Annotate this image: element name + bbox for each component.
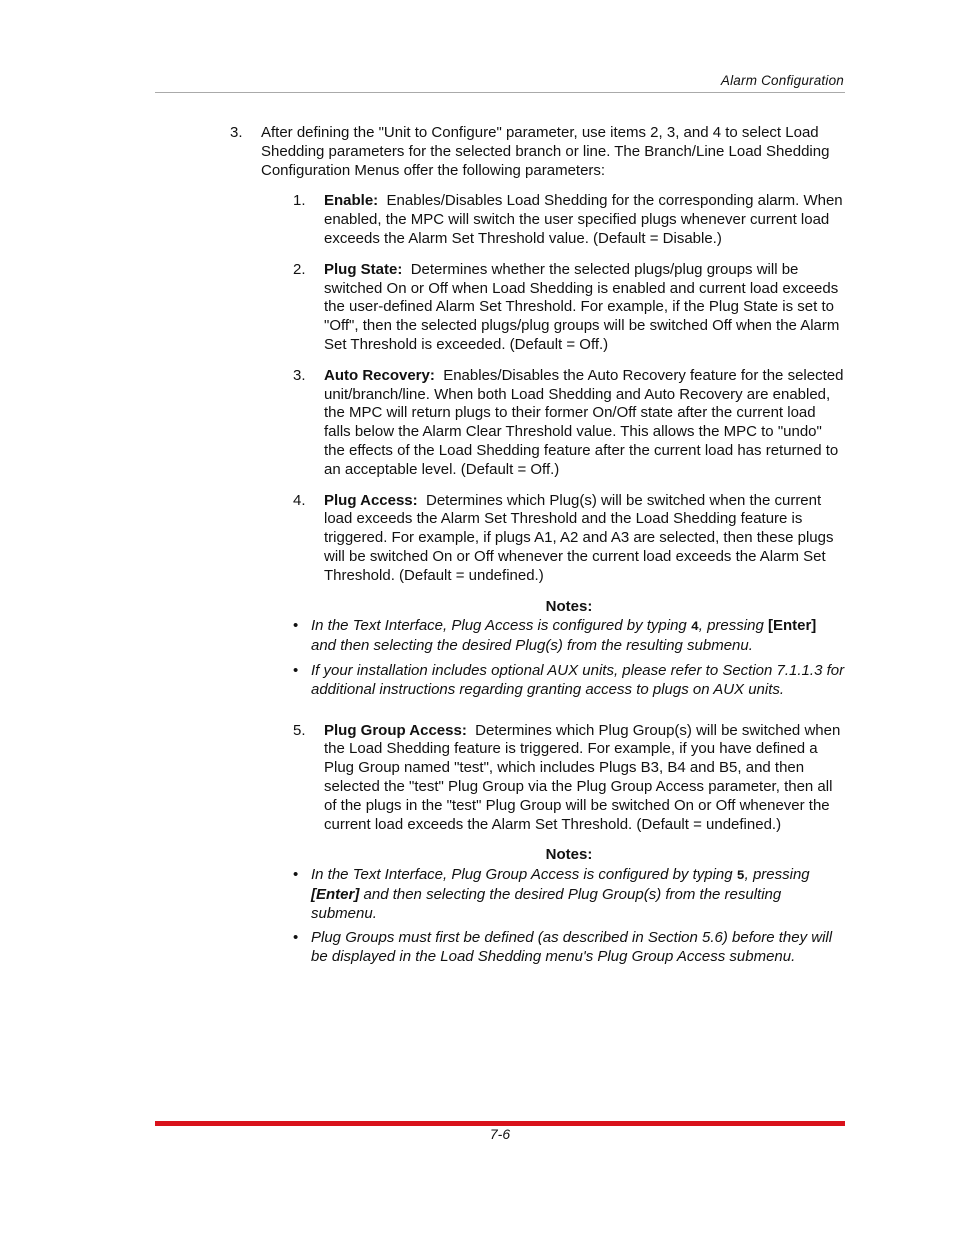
param-plug-state	[293, 261, 845, 355]
param-desc: Enables/Disables Load Shedding for the corresponding alarm. When enabled, the MPC will switch the user specified plugs whenever current load exceeds the Alarm Set Threshold value. (Default = Disable.)	[324, 192, 843, 247]
running-header: Alarm Configuration	[720, 73, 844, 88]
param-text	[324, 192, 845, 248]
header-divider	[155, 92, 845, 93]
param-text	[324, 722, 845, 835]
param-plug-access	[293, 492, 845, 586]
item-number: 3.	[230, 124, 243, 141]
bullet-icon: •	[293, 617, 299, 635]
enter-key: [Enter]	[767, 617, 817, 635]
note-item	[293, 929, 845, 967]
param-text	[324, 492, 845, 586]
note-text	[311, 866, 845, 923]
param-plug-group-access	[293, 722, 845, 835]
bullet-icon: •	[293, 866, 299, 884]
note-text: If your installation includes optional AUX units, please refer to Section 7.1.1.3 for additional instructions regarding granting access to plugs on AUX units.	[311, 661, 845, 698]
notes-box-plug-group-access	[293, 846, 845, 967]
param-term: Plug State:	[324, 260, 403, 278]
bullet-icon: •	[293, 929, 299, 947]
enter-key: [Enter]	[311, 885, 360, 903]
param-desc: Determines which Plug Group(s) will be switched when the Load Shedding feature is triggered. For example, if you have defined a Plug Group named "test", which includes Plugs B3, B4 and B5, and then selected the "test" Plug Group via the Plug Group Access parameter, then all of the plugs in the "test" Plug Group will be switched On or Off whenever the current load exceeds the Alarm Set Threshold. (Default = undefined.)	[324, 721, 841, 833]
notes-title: Notes:	[545, 597, 593, 615]
param-enable	[293, 192, 845, 248]
note-text-part: In the Text Interface, Plug Access is configured by typing	[311, 617, 691, 635]
param-number: 4.	[293, 491, 306, 509]
notes-box-plug-access	[293, 598, 845, 700]
key-code: 4	[690, 619, 699, 635]
param-desc: Determines whether the selected plugs/plug groups will be switched On or Off when Load Shedding is enabled and current load exceeds the user-defined Alarm Set Threshold. For example, if the Plug State is set to "Off", then the selected plugs/plug groups will be switched Off when the Alarm Set Threshold is exceeded. (Default = Off.)	[324, 260, 840, 353]
param-text	[324, 367, 845, 480]
param-number: 3.	[293, 366, 306, 384]
note-item	[293, 662, 845, 700]
note-item	[293, 617, 845, 656]
note-text-part: , pressing	[744, 866, 810, 884]
param-text	[324, 261, 845, 355]
note-text-part: , pressing	[698, 617, 768, 635]
param-term: Auto Recovery:	[324, 366, 435, 384]
param-number: 1.	[293, 192, 306, 210]
parameter-list	[293, 192, 845, 585]
main-content	[230, 124, 845, 989]
note-text-part: and then selecting the desired Plug Group(s) from the resulting submenu.	[311, 885, 782, 922]
list-item-3	[230, 124, 845, 989]
note-text: Plug Groups must first be defined (as described in Section 5.6) before they will be displayed in the Load Shedding menu's Plug Group Access submenu.	[311, 929, 833, 966]
param-number: 2.	[293, 260, 306, 278]
param-desc: Determines which Plug(s) will be switched when the current load exceeds the Alarm Set Threshold and the Load Shedding feature is triggered. For example, if plugs A1, A2 and A3 are selected, then these plugs will be switched On or Off whenever the current load exceeds the Alarm Set Threshold. (Default = undefined.)	[324, 491, 834, 584]
key-code: 5	[736, 868, 745, 884]
bullet-icon: •	[293, 661, 299, 679]
param-desc: Enables/Disables the Auto Recovery feature for the selected unit/branch/line. When both Load Shedding and Auto Recovery are enabled, the MPC will return plugs to their former On/Off state after the current load falls below the Alarm Clear Threshold value. This allows the MPC to "undo" the effects of the Load Shedding feature after the current load has returned to an acceptable level. (Default = Off.)	[324, 366, 844, 478]
notes-title: Notes:	[545, 846, 593, 864]
note-text-part: and then selecting the desired Plug(s) from the resulting submenu.	[311, 637, 753, 655]
item-body	[261, 124, 845, 989]
parameter-list-continued	[293, 722, 845, 835]
param-auto-recovery	[293, 367, 845, 480]
note-text-part: In the Text Interface, Plug Group Access is configured by typing	[311, 866, 737, 884]
page-number: 7-6	[489, 1126, 511, 1142]
note-text	[311, 617, 845, 656]
param-term: Plug Access:	[324, 491, 418, 509]
note-item	[293, 866, 845, 923]
param-number: 5.	[293, 721, 306, 739]
param-term: Plug Group Access:	[324, 721, 467, 739]
intro-paragraph: After defining the "Unit to Configure" parameter, use items 2, 3, and 4 to select Load Shedding parameters for the selected branch or line. The Branch/Line Load Shedding Configuration Menus offer the following parameters:	[261, 124, 830, 179]
param-term: Enable:	[324, 192, 379, 210]
